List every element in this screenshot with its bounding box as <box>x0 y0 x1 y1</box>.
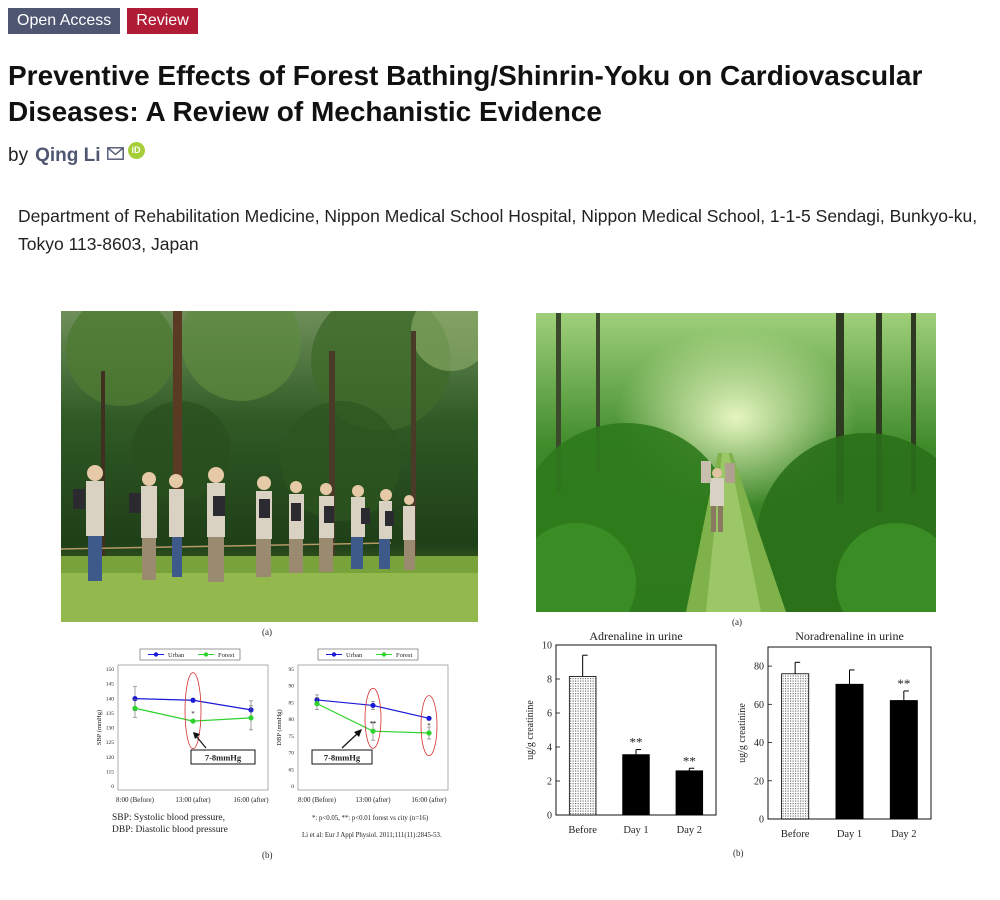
y-tick-label: 0 <box>291 784 294 790</box>
article-badges <box>8 8 198 34</box>
y-tick-label: 0 <box>547 810 552 822</box>
y-tick-label: 4 <box>547 742 552 754</box>
noradrenaline-bar-chart <box>735 628 950 843</box>
y-tick-label: 135 <box>105 710 114 717</box>
y-tick-label: 85 <box>288 700 294 707</box>
x-tick-label: Day 2 <box>676 825 703 836</box>
citation-note: Li et al: Eur J Appl Physiol. 2011;111(11):2845-53. <box>302 832 442 839</box>
dbp-line-chart <box>270 645 470 810</box>
y-tick-label: 130 <box>105 725 114 732</box>
x-tick-label: Day 1 <box>836 829 863 840</box>
bar-before <box>569 676 596 815</box>
legend-marker-urban <box>332 652 336 656</box>
y-tick-label: 75 <box>288 733 294 740</box>
figure1-charts-label: (b) <box>262 850 273 860</box>
legend-label-forest: Forest <box>218 652 235 659</box>
x-tick-label: 13:00 (after) <box>355 796 391 804</box>
blood-pressure-legend-note: SBP: Systolic blood pressure, DBP: Diastolic blood pressure <box>112 813 228 835</box>
y-tick-label: 6 <box>547 708 552 720</box>
legend-marker-forest <box>382 652 386 656</box>
y-tick-label: 20 <box>754 776 764 788</box>
y-tick-label: 95 <box>288 667 294 673</box>
figure2-photo-label: (a) <box>732 617 742 627</box>
y-tick-label: 140 <box>105 696 114 703</box>
y-tick-label: 90 <box>288 683 294 690</box>
open-access-badge[interactable]: Open Access <box>8 8 120 34</box>
x-tick-label: 8:00 (Before) <box>298 796 336 804</box>
difference-annotation-label: 7-8mmHg <box>204 752 242 763</box>
y-axis-label: ug/g creatinine <box>737 703 748 763</box>
significance-marker: ** <box>369 720 377 729</box>
author-link[interactable]: Qing Li <box>35 145 101 166</box>
data-point-forest <box>132 706 137 711</box>
y-axis-label: SBP (mmHg) <box>96 709 103 746</box>
legend-label-forest: Forest <box>396 652 413 659</box>
bar-day-2 <box>890 701 917 819</box>
y-tick-label: 0 <box>759 814 764 826</box>
data-point-urban <box>370 703 375 708</box>
legend-label-urban: Urban <box>168 652 185 659</box>
chart-title: Adrenaline in urine <box>589 629 683 643</box>
y-tick-label: 8 <box>547 674 552 686</box>
significance-note: *: p<0.05, **: p<0.01 forest vs city (n=16) <box>312 815 429 822</box>
y-tick-label: 0 <box>111 784 114 790</box>
chart-title: Noradrenaline in urine <box>795 629 904 643</box>
x-tick-label: Before <box>568 825 597 836</box>
x-tick-label: 13:00 (after) <box>175 796 211 804</box>
y-axis-label: DBP (mmHg) <box>276 709 283 746</box>
bar-day-1 <box>623 755 650 815</box>
y-tick-label: 70 <box>288 750 294 757</box>
adrenaline-bar-chart <box>520 628 735 843</box>
data-point-urban <box>190 698 195 703</box>
by-label: by <box>8 145 29 166</box>
sbp-line-chart <box>80 645 275 810</box>
data-point-forest <box>248 715 253 720</box>
forest-path-photo <box>536 313 936 612</box>
bar-day-1 <box>836 684 863 819</box>
y-tick-label: 125 <box>105 740 114 747</box>
y-axis-label: ug/g creatinine <box>525 700 536 760</box>
x-tick-label: Day 2 <box>891 829 917 840</box>
y-tick-label: 2 <box>547 776 552 788</box>
y-tick-label: 150 <box>105 667 114 673</box>
article-title: Preventive Effects of Forest Bathing/Shinrin-Yoku on Cardiovascular Diseases: A Review of Mechanistic Evidence <box>8 60 923 127</box>
y-tick-label: 120 <box>105 754 114 761</box>
y-tick-label: 10 <box>542 640 552 652</box>
data-point-forest <box>314 701 319 706</box>
significance-marker: ** <box>897 675 911 691</box>
figure2-charts-label: (b) <box>733 848 744 858</box>
y-tick-label: 80 <box>288 717 294 724</box>
author-affiliation: Department of Rehabilitation Medicine, Nippon Medical School Hospital, Nippon Medical School, 1-1-5 Sendagi, Bunkyo-ku, Tokyo 113-8603, Japan <box>18 206 978 254</box>
y-tick-label: 80 <box>754 661 764 673</box>
x-tick-label: 16:00 (after) <box>411 796 447 804</box>
legend-label-urban: Urban <box>346 652 363 659</box>
data-point-forest <box>426 730 431 735</box>
legend-marker-forest <box>204 652 208 656</box>
bar-day-2 <box>676 771 703 815</box>
figure1-photo-label: (a) <box>262 627 272 637</box>
plot-frame <box>118 665 268 790</box>
bar-before <box>782 674 809 819</box>
forest-walk-group-photo <box>61 311 478 622</box>
legend-marker-urban <box>154 652 158 656</box>
significance-marker: * <box>191 710 195 719</box>
annotation-arrow <box>342 733 358 748</box>
author-byline <box>8 145 145 167</box>
significance-marker: ** <box>682 753 696 769</box>
y-tick-label: 115 <box>105 769 114 776</box>
y-tick-label: 65 <box>288 767 294 774</box>
x-tick-label: 8:00 (Before) <box>116 796 154 804</box>
data-point-forest <box>370 729 375 734</box>
difference-annotation-label: 7-8mmHg <box>323 752 361 763</box>
y-tick-label: 60 <box>754 699 764 711</box>
significance-marker: ** <box>629 734 643 750</box>
x-tick-label: Before <box>780 829 810 840</box>
y-tick-label: 145 <box>105 681 114 688</box>
review-badge[interactable]: Review <box>127 8 197 34</box>
envelope-icon[interactable] <box>107 147 124 160</box>
x-tick-label: Day 1 <box>623 825 649 836</box>
significance-marker: * <box>427 722 431 731</box>
x-tick-label: 16:00 (after) <box>233 796 269 804</box>
orcid-icon[interactable]: iD <box>128 142 145 159</box>
data-point-urban <box>426 716 431 721</box>
data-point-forest <box>190 718 195 723</box>
y-tick-label: 40 <box>754 738 764 750</box>
